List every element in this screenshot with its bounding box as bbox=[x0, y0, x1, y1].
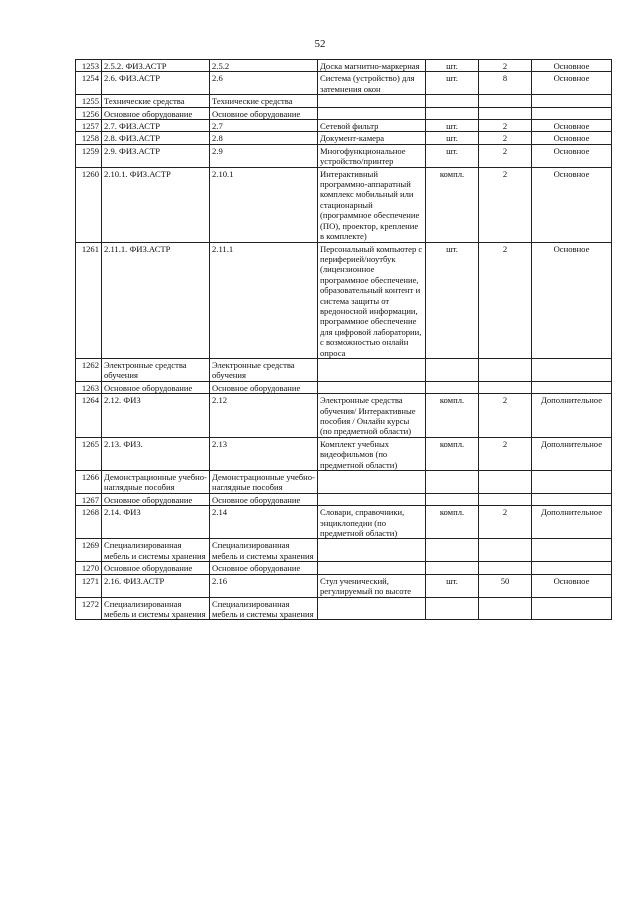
item-name-cell: Доска магнитно-маркерная bbox=[318, 60, 426, 72]
section-code-cell: Основное оборудование bbox=[102, 493, 210, 505]
equipment-type-cell bbox=[532, 107, 612, 119]
row-number-cell: 1260 bbox=[76, 167, 102, 242]
reference-code-cell: Демонстрационные учебно-наглядные пособия bbox=[210, 471, 318, 494]
unit-cell bbox=[426, 471, 479, 494]
table-body bbox=[76, 60, 612, 620]
unit-cell: шт. bbox=[426, 120, 479, 132]
item-name-cell: Персональный компьютер с периферией/ноутбук (лицензионное программное обеспечение, образовательный контент и система защиты от вредоносной информации, программное обеспечение для цифровой лаборатории, с возможностью онлайн опроса bbox=[318, 242, 426, 358]
unit-cell bbox=[426, 95, 479, 107]
unit-cell: шт. bbox=[426, 574, 479, 597]
unit-cell bbox=[426, 358, 479, 381]
section-code-cell: Основное оборудование bbox=[102, 381, 210, 393]
equipment-type-cell bbox=[532, 471, 612, 494]
section-code-cell: Основное оборудование bbox=[102, 107, 210, 119]
table-row bbox=[76, 144, 612, 167]
table-row bbox=[76, 539, 612, 562]
unit-cell: компл. bbox=[426, 167, 479, 242]
quantity-cell bbox=[479, 471, 532, 494]
reference-code-cell: 2.5.2 bbox=[210, 60, 318, 72]
unit-cell bbox=[426, 493, 479, 505]
section-code-cell: 2.9. ФИЗ.АСТР bbox=[102, 144, 210, 167]
section-code-cell: Технические средства bbox=[102, 95, 210, 107]
equipment-type-cell bbox=[532, 597, 612, 620]
equipment-type-cell bbox=[532, 493, 612, 505]
quantity-cell: 2 bbox=[479, 242, 532, 358]
unit-cell: компл. bbox=[426, 506, 479, 539]
quantity-cell: 2 bbox=[479, 120, 532, 132]
row-number-cell: 1255 bbox=[76, 95, 102, 107]
item-name-cell bbox=[318, 562, 426, 574]
reference-code-cell: Специализированная мебель и системы хранения bbox=[210, 597, 318, 620]
table-row bbox=[76, 358, 612, 381]
equipment-type-cell bbox=[532, 358, 612, 381]
reference-code-cell: 2.8 bbox=[210, 132, 318, 144]
quantity-cell bbox=[479, 562, 532, 574]
reference-code-cell: Основное оборудование bbox=[210, 107, 318, 119]
equipment-type-cell bbox=[532, 562, 612, 574]
equipment-type-cell bbox=[532, 95, 612, 107]
reference-code-cell: 2.7 bbox=[210, 120, 318, 132]
section-code-cell: Основное оборудование bbox=[102, 562, 210, 574]
table-row bbox=[76, 107, 612, 119]
section-code-cell: 2.6. ФИЗ.АСТР bbox=[102, 72, 210, 95]
equipment-type-cell: Дополнительное bbox=[532, 437, 612, 470]
reference-code-cell: Основное оборудование bbox=[210, 493, 318, 505]
reference-code-cell: Основное оборудование bbox=[210, 381, 318, 393]
quantity-cell bbox=[479, 597, 532, 620]
unit-cell: шт. bbox=[426, 242, 479, 358]
quantity-cell: 2 bbox=[479, 167, 532, 242]
quantity-cell: 2 bbox=[479, 506, 532, 539]
reference-code-cell: Основное оборудование bbox=[210, 562, 318, 574]
equipment-type-cell: Основное bbox=[532, 72, 612, 95]
row-number-cell: 1264 bbox=[76, 394, 102, 438]
equipment-type-cell: Основное bbox=[532, 120, 612, 132]
row-number-cell: 1256 bbox=[76, 107, 102, 119]
table-row bbox=[76, 120, 612, 132]
section-code-cell: 2.5.2. ФИЗ.АСТР bbox=[102, 60, 210, 72]
table-row bbox=[76, 132, 612, 144]
reference-code-cell: 2.16 bbox=[210, 574, 318, 597]
reference-code-cell: 2.10.1 bbox=[210, 167, 318, 242]
quantity-cell bbox=[479, 493, 532, 505]
table-row bbox=[76, 242, 612, 358]
section-code-cell: 2.7. ФИЗ.АСТР bbox=[102, 120, 210, 132]
item-name-cell: Сетевой фильтр bbox=[318, 120, 426, 132]
unit-cell: компл. bbox=[426, 437, 479, 470]
row-number-cell: 1270 bbox=[76, 562, 102, 574]
row-number-cell: 1258 bbox=[76, 132, 102, 144]
equipment-type-cell: Дополнительное bbox=[532, 506, 612, 539]
table-row bbox=[76, 574, 612, 597]
item-name-cell: Многофункциональное устройство/принтер bbox=[318, 144, 426, 167]
equipment-type-cell: Основное bbox=[532, 574, 612, 597]
equipment-type-cell: Основное bbox=[532, 167, 612, 242]
reference-code-cell: Технические средства bbox=[210, 95, 318, 107]
row-number-cell: 1259 bbox=[76, 144, 102, 167]
section-code-cell: Специализированная мебель и системы хранения bbox=[102, 597, 210, 620]
equipment-type-cell: Дополнительное bbox=[532, 394, 612, 438]
equipment-type-cell: Основное bbox=[532, 144, 612, 167]
row-number-cell: 1261 bbox=[76, 242, 102, 358]
section-code-cell: 2.13. ФИЗ. bbox=[102, 437, 210, 470]
unit-cell bbox=[426, 539, 479, 562]
item-name-cell bbox=[318, 493, 426, 505]
reference-code-cell: 2.14 bbox=[210, 506, 318, 539]
section-code-cell: 2.12. ФИЗ bbox=[102, 394, 210, 438]
row-number-cell: 1263 bbox=[76, 381, 102, 393]
reference-code-cell: 2.13 bbox=[210, 437, 318, 470]
table-row bbox=[76, 381, 612, 393]
table-row bbox=[76, 562, 612, 574]
reference-code-cell: 2.9 bbox=[210, 144, 318, 167]
section-code-cell: 2.16. ФИЗ.АСТР bbox=[102, 574, 210, 597]
row-number-cell: 1266 bbox=[76, 471, 102, 494]
item-name-cell: Система (устройство) для затемнения окон bbox=[318, 72, 426, 95]
item-name-cell: Интерактивный программно-аппаратный комплекс мобильный или стационарный (программное обеспечение (ПО), проектор, крепление в комплекте) bbox=[318, 167, 426, 242]
quantity-cell: 50 bbox=[479, 574, 532, 597]
section-code-cell: 2.10.1. ФИЗ.АСТР bbox=[102, 167, 210, 242]
row-number-cell: 1269 bbox=[76, 539, 102, 562]
unit-cell bbox=[426, 381, 479, 393]
section-code-cell: 2.8. ФИЗ.АСТР bbox=[102, 132, 210, 144]
item-name-cell bbox=[318, 107, 426, 119]
equipment-type-cell: Основное bbox=[532, 132, 612, 144]
table-row bbox=[76, 506, 612, 539]
equipment-type-cell bbox=[532, 539, 612, 562]
unit-cell bbox=[426, 107, 479, 119]
quantity-cell: 2 bbox=[479, 132, 532, 144]
item-name-cell bbox=[318, 597, 426, 620]
row-number-cell: 1254 bbox=[76, 72, 102, 95]
unit-cell: шт. bbox=[426, 144, 479, 167]
reference-code-cell: Специализированная мебель и системы хранения bbox=[210, 539, 318, 562]
section-code-cell: Специализированная мебель и системы хранения bbox=[102, 539, 210, 562]
row-number-cell: 1257 bbox=[76, 120, 102, 132]
table-row bbox=[76, 72, 612, 95]
equipment-type-cell: Основное bbox=[532, 60, 612, 72]
table-row bbox=[76, 95, 612, 107]
table-row bbox=[76, 471, 612, 494]
item-name-cell bbox=[318, 358, 426, 381]
equipment-table bbox=[75, 59, 612, 620]
row-number-cell: 1268 bbox=[76, 506, 102, 539]
item-name-cell: Словари, справочники, энциклопедии (по предметной области) bbox=[318, 506, 426, 539]
item-name-cell: Документ-камера bbox=[318, 132, 426, 144]
unit-cell bbox=[426, 562, 479, 574]
item-name-cell bbox=[318, 381, 426, 393]
reference-code-cell: Электронные средства обучения bbox=[210, 358, 318, 381]
reference-code-cell: 2.6 bbox=[210, 72, 318, 95]
quantity-cell: 8 bbox=[479, 72, 532, 95]
item-name-cell: Электронные средства обучения/ Интерактивные пособия / Онлайн курсы (по предметной области) bbox=[318, 394, 426, 438]
quantity-cell: 2 bbox=[479, 60, 532, 72]
table-row bbox=[76, 167, 612, 242]
quantity-cell: 2 bbox=[479, 437, 532, 470]
table-row bbox=[76, 597, 612, 620]
unit-cell: шт. bbox=[426, 132, 479, 144]
quantity-cell bbox=[479, 381, 532, 393]
unit-cell bbox=[426, 597, 479, 620]
table-row bbox=[76, 437, 612, 470]
equipment-type-cell bbox=[532, 381, 612, 393]
section-code-cell: 2.14. ФИЗ bbox=[102, 506, 210, 539]
item-name-cell bbox=[318, 539, 426, 562]
row-number-cell: 1267 bbox=[76, 493, 102, 505]
quantity-cell bbox=[479, 539, 532, 562]
item-name-cell: Комплект учебных видеофильмов (по предметной области) bbox=[318, 437, 426, 470]
item-name-cell: Стул ученический, регулируемый по высоте bbox=[318, 574, 426, 597]
item-name-cell bbox=[318, 95, 426, 107]
section-code-cell: Демонстрационные учебно-наглядные пособия bbox=[102, 471, 210, 494]
table-row bbox=[76, 493, 612, 505]
item-name-cell bbox=[318, 471, 426, 494]
unit-cell: шт. bbox=[426, 60, 479, 72]
table-row bbox=[76, 60, 612, 72]
page-number: 52 bbox=[314, 38, 326, 50]
quantity-cell: 2 bbox=[479, 394, 532, 438]
row-number-cell: 1265 bbox=[76, 437, 102, 470]
row-number-cell: 1272 bbox=[76, 597, 102, 620]
quantity-cell bbox=[479, 107, 532, 119]
unit-cell: компл. bbox=[426, 394, 479, 438]
quantity-cell bbox=[479, 95, 532, 107]
reference-code-cell: 2.12 bbox=[210, 394, 318, 438]
unit-cell: шт. bbox=[426, 72, 479, 95]
section-code-cell: 2.11.1. ФИЗ.АСТР bbox=[102, 242, 210, 358]
row-number-cell: 1253 bbox=[76, 60, 102, 72]
reference-code-cell: 2.11.1 bbox=[210, 242, 318, 358]
section-code-cell: Электронные средства обучения bbox=[102, 358, 210, 381]
row-number-cell: 1262 bbox=[76, 358, 102, 381]
equipment-type-cell: Основное bbox=[532, 242, 612, 358]
quantity-cell: 2 bbox=[479, 144, 532, 167]
table-row bbox=[76, 394, 612, 438]
quantity-cell bbox=[479, 358, 532, 381]
row-number-cell: 1271 bbox=[76, 574, 102, 597]
